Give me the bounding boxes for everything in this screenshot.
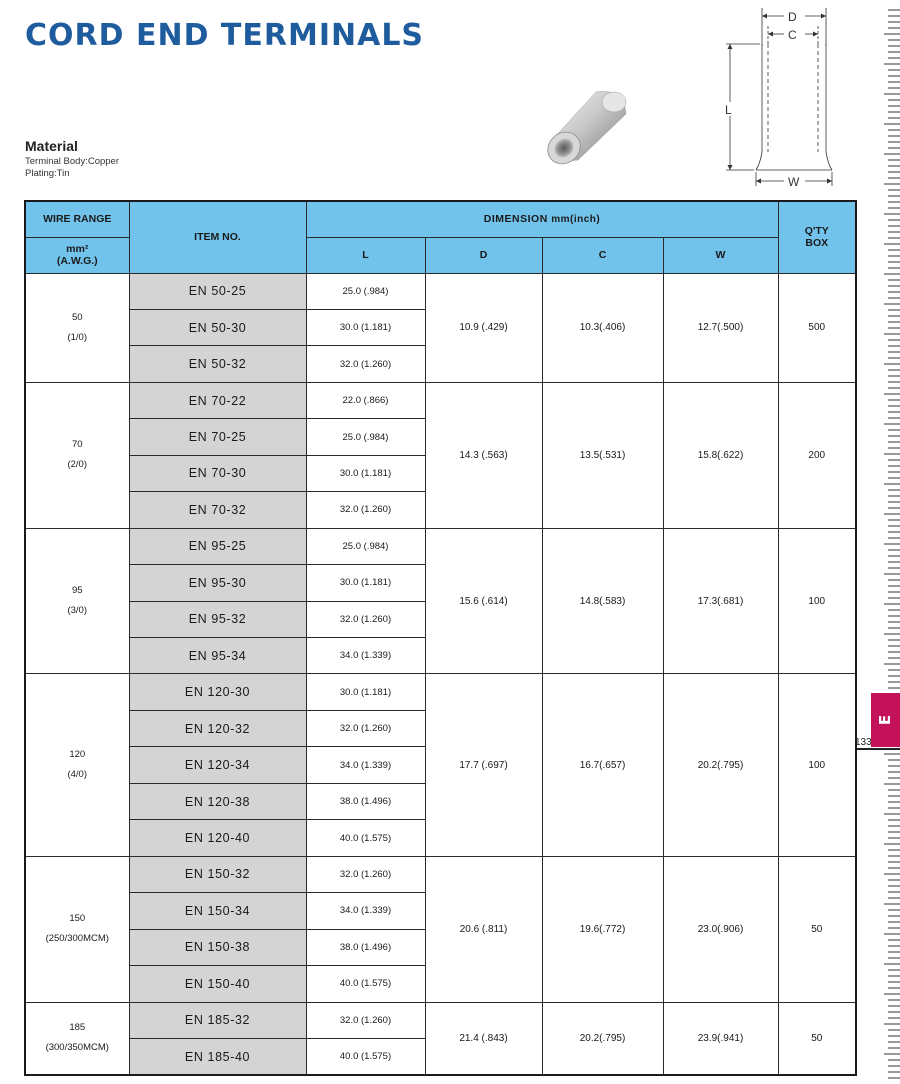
length-cell: 25.0 (.984) (306, 528, 425, 564)
wire-range-awg: (300/350MCM) (45, 1042, 109, 1054)
dim-c-cell: 19.6(.772) (542, 856, 663, 1002)
dim-d-cell: 14.3 (.563) (425, 382, 542, 528)
wire-range-cell (25, 528, 129, 674)
length-cell: 32.0 (1.260) (306, 856, 425, 892)
product-photo (536, 84, 636, 174)
header-units (25, 237, 129, 273)
item-no-cell: EN 150-34 (129, 893, 306, 929)
dim-d-cell: 15.6 (.614) (425, 528, 542, 674)
qty-cell: 200 (778, 382, 856, 528)
page-number: 133 (855, 737, 872, 748)
dim-w-cell: 17.3(.681) (663, 528, 778, 674)
length-cell: 40.0 (1.575) (306, 1039, 425, 1075)
dim-d-cell: 17.7 (.697) (425, 674, 542, 856)
item-no-cell: EN 185-40 (129, 1039, 306, 1075)
table-row (25, 1002, 856, 1038)
wire-range-awg: (2/0) (67, 459, 88, 471)
item-no-cell: EN 95-34 (129, 638, 306, 674)
item-no-cell: EN 120-34 (129, 747, 306, 783)
length-cell: 30.0 (1.181) (306, 309, 425, 345)
page-title: CORD END TERMINALS (25, 18, 425, 53)
item-no-cell: EN 120-40 (129, 820, 306, 856)
header-item-no: ITEM NO. (129, 201, 306, 273)
material-heading: Material (25, 138, 78, 154)
qty-cell: 100 (778, 674, 856, 856)
length-cell: 40.0 (1.575) (306, 966, 425, 1002)
header-dimension-unit: mm(inch) (551, 214, 601, 226)
dim-d-cell: 21.4 (.843) (425, 1002, 542, 1075)
item-no-cell: EN 50-30 (129, 309, 306, 345)
item-no-cell: EN 150-40 (129, 966, 306, 1002)
dim-c-cell: 16.7(.657) (542, 674, 663, 856)
material-plating: Plating:Tin (25, 168, 70, 179)
item-no-cell: EN 70-32 (129, 492, 306, 528)
length-cell: 40.0 (1.575) (306, 820, 425, 856)
item-no-cell: EN 70-22 (129, 382, 306, 418)
header-dimension (306, 201, 778, 237)
dim-c-cell: 14.8(.583) (542, 528, 663, 674)
length-cell: 38.0 (1.496) (306, 783, 425, 819)
length-cell: 30.0 (1.181) (306, 565, 425, 601)
material-body: Terminal Body:Copper (25, 156, 119, 167)
table-row (25, 674, 856, 710)
section-tab-letter: E (876, 714, 895, 726)
header-w: W (663, 237, 778, 273)
item-no-cell: EN 150-32 (129, 856, 306, 892)
header-c: C (542, 237, 663, 273)
section-tab-e (871, 693, 900, 747)
index-strip (872, 0, 900, 1084)
table-row (25, 273, 856, 309)
dim-c-cell: 10.3(.406) (542, 273, 663, 382)
wire-range-mm: 120 (69, 749, 86, 761)
item-no-cell: EN 185-32 (129, 1002, 306, 1038)
wire-range-mm: 95 (71, 585, 83, 597)
wire-range-mm: 150 (69, 913, 86, 925)
dim-c-cell: 13.5(.531) (542, 382, 663, 528)
spec-table-body (25, 273, 856, 1075)
wire-range-awg: (3/0) (67, 605, 88, 617)
page-number-rule (855, 748, 900, 750)
wire-range-awg: (1/0) (67, 331, 88, 343)
length-cell: 32.0 (1.260) (306, 346, 425, 382)
item-no-cell: EN 120-30 (129, 674, 306, 710)
drawing-label-l: L (725, 103, 732, 117)
dim-w-cell: 23.9(.941) (663, 1002, 778, 1075)
length-cell: 34.0 (1.339) (306, 893, 425, 929)
item-no-cell: EN 95-30 (129, 565, 306, 601)
header-wire-range: WIRE RANGE (25, 201, 129, 237)
header-qty-box (778, 201, 856, 273)
item-no-cell: EN 70-30 (129, 455, 306, 491)
table-row (25, 382, 856, 418)
wire-range-cell (25, 674, 129, 856)
material-info (25, 138, 119, 180)
item-no-cell: EN 95-25 (129, 528, 306, 564)
length-cell: 32.0 (1.260) (306, 1002, 425, 1038)
wire-range-cell (25, 273, 129, 382)
wire-range-awg: (4/0) (67, 769, 88, 781)
header-dimension-label: DIMENSION (483, 213, 548, 226)
drawing-label-w: W (788, 175, 800, 189)
qty-cell: 100 (778, 528, 856, 674)
drawing-label-c: C (788, 28, 797, 42)
header-box: BOX (805, 237, 829, 250)
qty-cell: 50 (778, 1002, 856, 1075)
item-no-cell: EN 50-32 (129, 346, 306, 382)
item-no-cell: EN 70-25 (129, 419, 306, 455)
wire-range-mm: 70 (71, 439, 83, 451)
length-cell: 30.0 (1.181) (306, 674, 425, 710)
length-cell: 34.0 (1.339) (306, 638, 425, 674)
item-no-cell: EN 150-38 (129, 929, 306, 965)
header-qty: Q'TY (804, 225, 829, 238)
item-no-cell: EN 120-38 (129, 783, 306, 819)
header-d: D (425, 237, 542, 273)
dim-d-cell: 10.9 (.429) (425, 273, 542, 382)
dim-w-cell: 15.8(.622) (663, 382, 778, 528)
table-row (25, 528, 856, 564)
length-cell: 32.0 (1.260) (306, 601, 425, 637)
dim-w-cell: 12.7(.500) (663, 273, 778, 382)
drawing-label-d: D (788, 10, 797, 24)
wire-range-mm: 185 (69, 1022, 86, 1034)
dim-d-cell: 20.6 (.811) (425, 856, 542, 1002)
length-cell: 25.0 (.984) (306, 273, 425, 309)
item-no-cell: EN 95-32 (129, 601, 306, 637)
wire-range-mm: 50 (71, 311, 83, 323)
qty-cell: 50 (778, 856, 856, 1002)
header-units-awg: (A.W.G.) (56, 255, 98, 267)
length-cell: 32.0 (1.260) (306, 492, 425, 528)
header-l: L (306, 237, 425, 273)
length-cell: 22.0 (.866) (306, 382, 425, 418)
length-cell: 34.0 (1.339) (306, 747, 425, 783)
wire-range-awg: (250/300MCM) (45, 933, 109, 945)
table-row (25, 856, 856, 892)
length-cell: 30.0 (1.181) (306, 455, 425, 491)
length-cell: 32.0 (1.260) (306, 710, 425, 746)
wire-range-cell (25, 382, 129, 528)
qty-cell: 500 (778, 273, 856, 382)
header-units-mm: mm² (66, 243, 89, 255)
item-no-cell: EN 120-32 (129, 710, 306, 746)
dim-c-cell: 20.2(.795) (542, 1002, 663, 1075)
length-cell: 25.0 (.984) (306, 419, 425, 455)
dim-w-cell: 20.2(.795) (663, 674, 778, 856)
dimension-drawing (716, 6, 836, 192)
length-cell: 38.0 (1.496) (306, 929, 425, 965)
item-no-cell: EN 50-25 (129, 273, 306, 309)
spec-table (24, 200, 857, 1076)
wire-range-cell (25, 1002, 129, 1075)
wire-range-cell (25, 856, 129, 1002)
dim-w-cell: 23.0(.906) (663, 856, 778, 1002)
